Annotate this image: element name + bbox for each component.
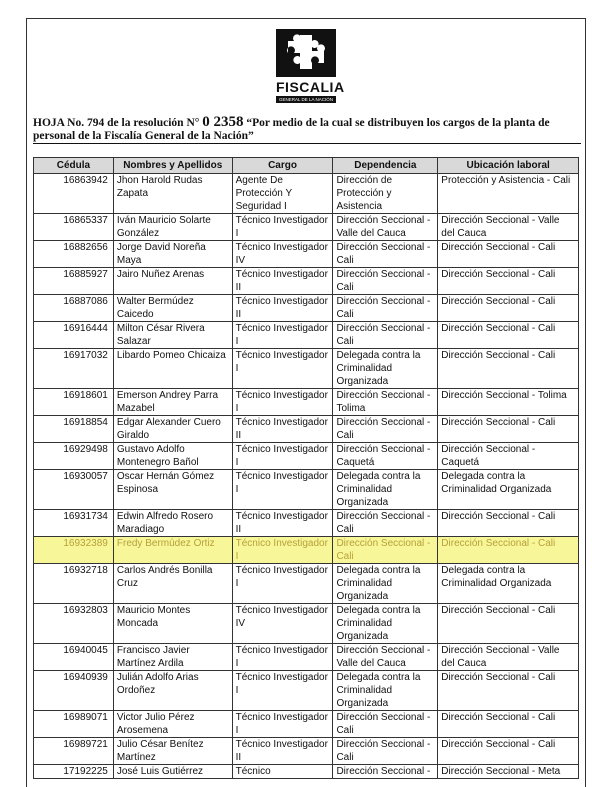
- cell-ubicacion: Dirección Seccional - Cali: [438, 711, 579, 738]
- cell-nombre: Oscar Hernán Gómez Espinosa: [113, 470, 232, 510]
- cell-cargo: Técnico Investigador II: [232, 295, 333, 322]
- cell-cargo: Agente De Protección Y Seguridad I: [232, 174, 333, 214]
- cell-cedula: 16940939: [34, 671, 114, 711]
- cell-cedula: 16863942: [34, 174, 114, 214]
- table-row: [34, 510, 579, 537]
- hoja-label: HOJA No.: [33, 117, 85, 129]
- document-page: [26, 18, 586, 787]
- cell-ubicacion: Dirección Seccional - Cali: [438, 268, 579, 295]
- column-header-cedula: Cédula: [34, 158, 114, 174]
- table-row: [34, 564, 579, 604]
- table-header-row: [34, 158, 579, 174]
- cell-dependencia: Dirección Seccional - Cali: [333, 537, 438, 564]
- cell-ubicacion: Dirección Seccional - Caquetá: [438, 443, 579, 470]
- cell-cargo: Técnico Investigador I: [232, 644, 333, 671]
- cell-dependencia: Dirección Seccional - Cali: [333, 241, 438, 268]
- column-header-dependencia: Dependencia: [333, 158, 438, 174]
- cell-cargo: Técnico Investigador II: [232, 510, 333, 537]
- cell-cargo: Técnico Investigador I: [232, 564, 333, 604]
- cell-cedula: 16918854: [34, 416, 114, 443]
- cell-cedula: 16989071: [34, 711, 114, 738]
- cell-dependencia: Dirección Seccional - Caquetá: [333, 443, 438, 470]
- table-row: [34, 268, 579, 295]
- cell-cargo: Técnico Investigador I: [232, 470, 333, 510]
- cell-dependencia: Delegada contra la Criminalidad Organizada: [333, 470, 438, 510]
- table-row: [34, 765, 579, 779]
- cell-nombre: Iván Mauricio Solarte González: [113, 214, 232, 241]
- logo-name: FISCALIA: [276, 79, 345, 95]
- cell-cargo: Técnico Investigador I: [232, 214, 333, 241]
- cell-nombre: Libardo Pomeo Chicaiza: [113, 349, 232, 389]
- cell-nombre: Fredy Bermúdez Ortiz: [113, 537, 232, 564]
- cell-cedula: 16917032: [34, 349, 114, 389]
- resolution-label: de la resolución N°: [107, 117, 200, 129]
- cell-cedula: 16916444: [34, 322, 114, 349]
- cell-cargo: Técnico Investigador IV: [232, 604, 333, 644]
- cell-ubicacion: Dirección Seccional - Tolima: [438, 389, 579, 416]
- cell-ubicacion: Protección y Asistencia - Cali: [438, 174, 579, 214]
- cell-cedula: 16940045: [34, 644, 114, 671]
- cell-cedula: 16930057: [34, 470, 114, 510]
- cell-cargo: Técnico Investigador II: [232, 416, 333, 443]
- table-row: [34, 214, 579, 241]
- cell-cargo: Técnico Investigador I: [232, 389, 333, 416]
- cell-cargo: Técnico Investigador I: [232, 443, 333, 470]
- cell-dependencia: Dirección Seccional - Cali: [333, 510, 438, 537]
- table-row: [34, 322, 579, 349]
- cell-cargo: Técnico Investigador I: [232, 671, 333, 711]
- cell-cargo: Técnico Investigador II: [232, 268, 333, 295]
- cell-dependencia: Dirección Seccional - Cali: [333, 711, 438, 738]
- cell-nombre: Carlos Andrés Bonilla Cruz: [113, 564, 232, 604]
- title-part-2: personal de la Fiscalía General de la Nación”: [33, 130, 581, 144]
- cell-cedula: 17192225: [34, 765, 114, 779]
- fiscalia-logo: [276, 29, 345, 111]
- cell-cedula: 16932389: [34, 537, 114, 564]
- cell-dependencia: Dirección Seccional - Cali: [333, 416, 438, 443]
- cell-ubicacion: Dirección Seccional - Cali: [438, 416, 579, 443]
- cell-dependencia: Delegada contra la Criminalidad Organizada: [333, 564, 438, 604]
- cell-ubicacion: Dirección Seccional - Cali: [438, 295, 579, 322]
- cell-cargo: Técnico: [232, 765, 333, 779]
- cell-cedula: 16989721: [34, 738, 114, 765]
- column-header-nombre: Nombres y Apellidos: [113, 158, 232, 174]
- cell-cedula: 16882656: [34, 241, 114, 268]
- table-row: [34, 711, 579, 738]
- cell-nombre: Jhon Harold Rudas Zapata: [113, 174, 232, 214]
- cell-dependencia: Delegada contra la Criminalidad Organizada: [333, 349, 438, 389]
- cell-cargo: Técnico Investigador I: [232, 349, 333, 389]
- cell-cedula: 16932803: [34, 604, 114, 644]
- cell-dependencia: Dirección Seccional - Valle del Cauca: [333, 214, 438, 241]
- table-row: [34, 470, 579, 510]
- cell-ubicacion: Dirección Seccional - Cali: [438, 241, 579, 268]
- cell-cargo: Técnico Investigador II: [232, 738, 333, 765]
- cell-nombre: Victor Julio Pérez Arosemena: [113, 711, 232, 738]
- cell-nombre: Jorge David Noreña Maya: [113, 241, 232, 268]
- cell-ubicacion: Dirección Seccional - Cali: [438, 604, 579, 644]
- cell-nombre: Walter Bermúdez Caicedo: [113, 295, 232, 322]
- cell-cedula: 16865337: [34, 214, 114, 241]
- cell-ubicacion: Dirección Seccional - Meta: [438, 765, 579, 779]
- cell-nombre: Gustavo Adolfo Montenegro Bañol: [113, 443, 232, 470]
- cell-ubicacion: Delegada contra la Criminalidad Organizada: [438, 470, 579, 510]
- cell-ubicacion: Dirección Seccional - Cali: [438, 537, 579, 564]
- table-row: [34, 604, 579, 644]
- table-row: [34, 671, 579, 711]
- cell-ubicacion: Dirección Seccional - Cali: [438, 510, 579, 537]
- table-row: [34, 389, 579, 416]
- cell-dependencia: Delegada contra la Criminalidad Organizada: [333, 671, 438, 711]
- cell-nombre: Julián Adolfo Arias Ordoñez: [113, 671, 232, 711]
- cell-cedula: 16918601: [34, 389, 114, 416]
- cell-nombre: José Luis Gutiérrez: [113, 765, 232, 779]
- cell-cedula: 16932718: [34, 564, 114, 604]
- cell-dependencia: Dirección Seccional - Cali: [333, 738, 438, 765]
- cell-ubicacion: Delegada contra la Criminalidad Organizada: [438, 564, 579, 604]
- table-row: [34, 537, 579, 564]
- cell-nombre: Jairo Nuñez Arenas: [113, 268, 232, 295]
- cell-nombre: Emerson Andrey Parra Mazabel: [113, 389, 232, 416]
- resolution-number: 0 2358: [202, 114, 244, 130]
- cell-nombre: Mauricio Montes Moncada: [113, 604, 232, 644]
- cell-dependencia: Dirección Seccional - Cali: [333, 268, 438, 295]
- cell-cargo: Técnico Investigador I: [232, 322, 333, 349]
- cell-ubicacion: Dirección Seccional - Cali: [438, 322, 579, 349]
- cell-dependencia: Dirección Seccional - Valle del Cauca: [333, 644, 438, 671]
- cell-nombre: Julio César Benítez Martínez: [113, 738, 232, 765]
- column-header-cargo: Cargo: [232, 158, 333, 174]
- table-row: [34, 738, 579, 765]
- cell-dependencia: Dirección Seccional - Cali: [333, 322, 438, 349]
- cell-ubicacion: Dirección Seccional - Valle del Cauca: [438, 644, 579, 671]
- cell-cargo: Técnico Investigador I: [232, 537, 333, 564]
- cell-dependencia: Dirección Seccional - Cali: [333, 295, 438, 322]
- cell-nombre: Edwin Alfredo Rosero Maradiago: [113, 510, 232, 537]
- table-row: [34, 644, 579, 671]
- cell-dependencia: Dirección Seccional - Tolima: [333, 389, 438, 416]
- resolution-header: [33, 116, 581, 144]
- cell-nombre: Milton César Rivera Salazar: [113, 322, 232, 349]
- column-header-ubicacion: Ubicación laboral: [438, 158, 579, 174]
- cell-cedula: 16885927: [34, 268, 114, 295]
- logo-subtitle: GENERAL DE LA NACIÓN: [276, 96, 336, 103]
- cell-cedula: 16929498: [34, 443, 114, 470]
- hoja-number: 794: [87, 117, 105, 129]
- table-row: [34, 241, 579, 268]
- table-row: [34, 295, 579, 322]
- cell-nombre: Edgar Alexander Cuero Giraldo: [113, 416, 232, 443]
- puzzle-logo-icon: [276, 29, 336, 77]
- cell-dependencia: Dirección Seccional -: [333, 765, 438, 779]
- cell-ubicacion: Dirección Seccional - Cali: [438, 349, 579, 389]
- table-row: [34, 416, 579, 443]
- table-row: [34, 443, 579, 470]
- table-row: [34, 174, 579, 214]
- cell-ubicacion: Dirección Seccional - Valle del Cauca: [438, 214, 579, 241]
- cell-dependencia: Delegada contra la Criminalidad Organizada: [333, 604, 438, 644]
- cell-ubicacion: Dirección Seccional - Cali: [438, 738, 579, 765]
- cell-cargo: Técnico Investigador IV: [232, 241, 333, 268]
- cell-ubicacion: Dirección Seccional - Cali: [438, 671, 579, 711]
- cell-cargo: Técnico Investigador I: [232, 711, 333, 738]
- title-part-1: “Por medio de la cual se distribuyen los cargos de la planta de: [246, 117, 550, 129]
- cell-cedula: 16887086: [34, 295, 114, 322]
- cell-cedula: 16931734: [34, 510, 114, 537]
- table-row: [34, 349, 579, 389]
- cell-dependencia: Dirección de Protección y Asistencia: [333, 174, 438, 214]
- cell-nombre: Francisco Javier Martínez Ardila: [113, 644, 232, 671]
- personnel-table: [33, 157, 579, 779]
